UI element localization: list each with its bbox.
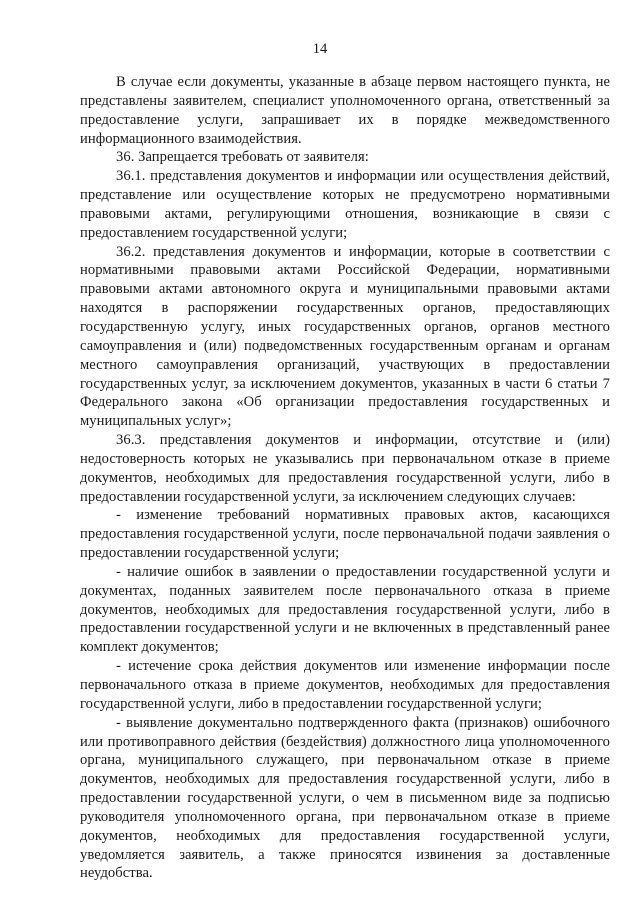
- paragraph-clause-36: 36. Запрещается требовать от заявителя:: [116, 149, 369, 166]
- list-item-requirements-change: - изменение требований нормативных правовых актов, касающихся предоставления государственной услуги, после первоначальной подачи заявления о предоставлении государственной услуги;: [80, 507, 610, 562]
- document-body: [80, 73, 610, 883]
- paragraph-clause-36-3: 36.3. представления документов и информации, отсутствие и (или) недостоверность которых не указывались при первоначальном отказе в приеме документов, необходимых для предоставления государственной услуги, либо в предоставлении государственной услуги, за исключением следующих случаев:: [80, 432, 610, 505]
- list-item-wrongful-action: - выявление документально подтвержденного факта (признаков) ошибочного или противоправного действия (бездействия) должностного лица уполномоченного органа, муниципального служащего, при первоначальном отказе в приеме документов, необходимых для предоставления государственной услуги, либо в предоставлении государственной услуги, о чем в письменном виде за подписью руководителя уполномоченного органа, при первоначальном отказе в приеме документов, необходимых для предоставления государственной услуги, уведомляется заявитель, а также приносятся извинения за доставленные неудобства.: [80, 714, 610, 882]
- paragraph-intro: В случае если документы, указанные в абзаце первом настоящего пункта, не представлены заявителем, специалист уполномоченного органа, ответственный за предоставление услуги, запрашивает их в порядке межведомственного информационного взаимодействия.: [80, 74, 610, 147]
- paragraph-clause-36-2: 36.2. представления документов и информации, которые в соответствии с нормативными правовыми актами Российской Федерации, нормативными правовыми актами автономного округа и муниципальными правовыми актами находятся в распоряжении государственных органов, предоставляющих государственную услугу, иных государственных органов, органов местного самоуправления и (или) подведомственных государственным органам и органам местного самоуправления организаций, участвующих в предоставлении государственных услуг, за исключением документов, указанных в части 6 статьи 7 Федерального закона «Об организации предоставления государственных и муниципальных услуг»;: [80, 243, 610, 430]
- page-number: 14: [312, 41, 328, 57]
- list-item-document-expiry: - истечение срока действия документов или изменение информации после первоначального отказа в приеме документов, необходимых для предоставления государственной услуги, либо в предоставлении государственной услуги;: [80, 658, 610, 712]
- paragraph-clause-36-1: 36.1. представления документов и информации или осуществления действий, представление или осуществление которых не предусмотрено нормативными правовыми актами, регулирующими отношения, возникающие в связи с предоставлением государственной услуги;: [80, 168, 610, 241]
- list-item-errors-in-application: - наличие ошибок в заявлении о предоставлении государственной услуги и документах, поданных заявителем после первоначального отказа в приеме документов, необходимых для предоставления государственной услуги, либо в предоставлении государственной услуги и не включенных в представленный ранее комплект документов;: [80, 563, 610, 656]
